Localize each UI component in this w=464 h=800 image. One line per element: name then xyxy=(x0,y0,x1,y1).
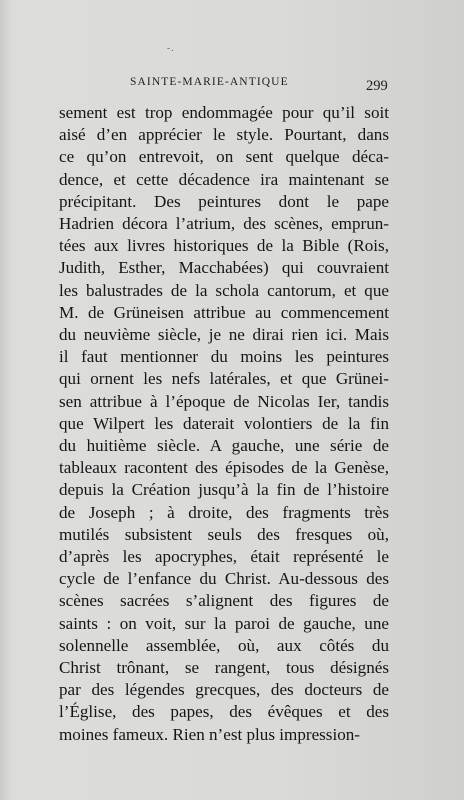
text-line: du huitième siècle. A gauche, une série de xyxy=(59,436,389,456)
text-line: du neuvième siècle, je ne dirai rien ici. Mais xyxy=(59,325,389,345)
text-line: saints : on voit, sur la paroi de gauche, une xyxy=(59,613,389,633)
text-line: Christ trônant, se rangent, tous désignés xyxy=(59,658,389,678)
text-line: depuis la Création jusqu’à la fin de l’histoire xyxy=(59,480,389,500)
body-text xyxy=(59,102,389,746)
text-line: que Wilpert les daterait volontiers de la fin xyxy=(59,413,389,433)
text-line: dence, et cette décadence ira maintenant se xyxy=(59,169,389,189)
text-line: moines fameux. Rien n’est plus impression- xyxy=(59,724,360,744)
page-number: 299 xyxy=(366,78,388,94)
running-title: SAINTE-MARIE-ANTIQUE xyxy=(130,76,289,88)
text-line: solennelle assemblée, où, aux côtés du xyxy=(59,635,389,655)
text-line: qui ornent les nefs latérales, et que Grünei- xyxy=(59,369,389,389)
text-line: précipitant. Des peintures dont le pape xyxy=(59,191,389,211)
text-line: sement est trop endommagée pour qu’il soit xyxy=(59,103,389,122)
text-line: d’après les apocryphes, était représenté le xyxy=(59,547,389,567)
text-line: ce qu’on entrevoit, on sent quelque déca- xyxy=(59,147,389,167)
text-line: tées aux livres historiques de la Bible (Rois, xyxy=(59,236,389,256)
text-line: scènes sacrées s’alignent des figures de xyxy=(59,591,389,611)
text-line: l’Église, des papes, des évêques et des xyxy=(59,702,389,722)
text-line: par des légendes grecques, des docteurs de xyxy=(59,680,389,700)
text-line: les balustrades de la schola cantorum, et que xyxy=(59,280,389,300)
text-line: M. de Grüneisen attribue au commencement xyxy=(59,302,389,322)
text-line: Judith, Esther, Macchabées) qui couvraient xyxy=(59,258,389,278)
text-line: cycle de l’enfance du Christ. Au-dessous des xyxy=(59,569,389,589)
text-line: mutilés subsistent seuls des fresques où, xyxy=(59,524,389,544)
text-line: il faut mentionner du moins les peintures xyxy=(59,347,389,367)
text-line: aisé d’en apprécier le style. Pourtant, dans xyxy=(59,125,389,145)
text-line: sen attribue à l’époque de Nicolas Ier, tandis xyxy=(59,391,389,411)
text-line: de Joseph ; à droite, des fragments très xyxy=(59,502,389,522)
text-line: Hadrien décora l’atrium, des scènes, emprun- xyxy=(59,214,389,234)
text-line: tableaux racontent des épisodes de la Genèse, xyxy=(59,458,389,478)
margin-mark: -. xyxy=(167,44,175,54)
